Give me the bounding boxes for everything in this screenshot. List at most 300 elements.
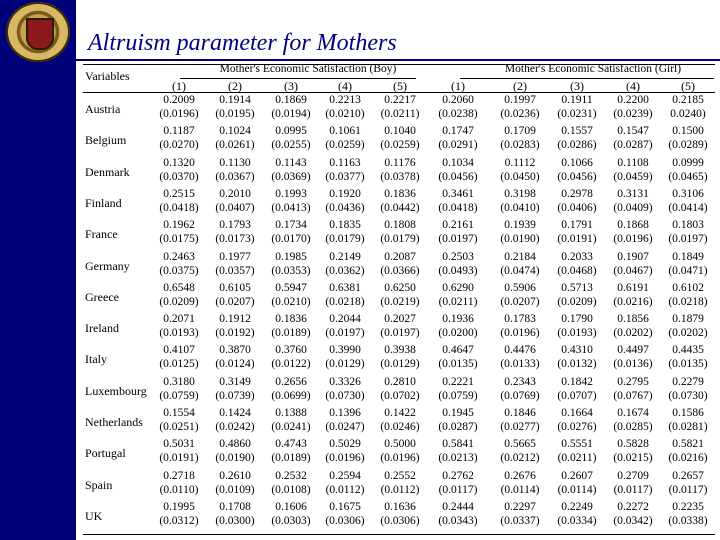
std-error-cell: (0.0413): [271, 201, 311, 214]
std-error-cell: (0.0202): [668, 327, 708, 340]
std-error-cell: (0.0236): [500, 108, 540, 120]
country-label: Spain: [85, 477, 113, 492]
std-error-cell: (0.0211): [557, 452, 597, 465]
crest-shield-icon: [26, 18, 54, 50]
coefficient-cell: 0.2343: [504, 375, 536, 388]
coefficient-cell: 0.1675: [329, 500, 361, 513]
coefficient-cell: 0.5551: [561, 438, 593, 451]
coefficient-cell: 0.1708: [219, 500, 251, 513]
std-error-cell: (0.0192): [215, 327, 255, 340]
coefficient-cell: 0.4107: [163, 344, 195, 357]
coefficient-cell: 0.3990: [329, 344, 361, 357]
coefficient-cell: 0.1977: [219, 250, 251, 263]
std-error-cell: (0.0343): [438, 514, 478, 527]
std-error-cell: (0.0471): [668, 264, 708, 277]
coefficient-cell: 0.1061: [329, 125, 361, 138]
group-header-girl: Mother's Economic Satisfaction (Girl): [504, 63, 682, 75]
std-error-cell: (0.0231): [557, 108, 597, 120]
country-label: France: [85, 227, 118, 242]
country-label: Austria: [85, 102, 121, 116]
coefficient-cell: 0.2221: [442, 375, 474, 388]
coefficient-cell: 0.2762: [442, 469, 474, 482]
std-error-cell: (0.0270): [159, 139, 199, 152]
std-error-cell: (0.0197): [325, 327, 365, 340]
std-error-cell: (0.0369): [271, 170, 311, 183]
coefficient-cell: 0.1664: [561, 407, 593, 419]
std-error-cell: (0.0418): [159, 201, 199, 214]
coefficient-cell: 0.2033: [561, 250, 593, 263]
coefficient-cell: 0.5713: [561, 281, 593, 294]
std-error-cell: (0.0124): [215, 358, 255, 371]
std-error-cell: (0.0195): [215, 108, 255, 120]
coefficient-cell: 0.1803: [672, 219, 704, 232]
std-error-cell: (0.0210): [271, 295, 311, 308]
coefficient-cell: 0.5841: [442, 438, 474, 451]
coefficient-cell: 0.2087: [384, 250, 416, 263]
std-error-cell: (0.0287): [438, 421, 478, 433]
std-error-cell: (0.0211): [438, 295, 478, 308]
std-error-cell: (0.0210): [325, 108, 365, 120]
std-error-cell: (0.0285): [613, 421, 653, 433]
coefficient-cell: 0.1709: [504, 125, 536, 138]
coefficient-cell: 0.1734: [275, 219, 307, 232]
page-title: Altruism parameter for Mothers: [88, 30, 397, 56]
std-error-cell: (0.0117): [668, 483, 708, 496]
coefficient-cell: 0.5828: [617, 438, 649, 451]
coefficient-cell: 0.6250: [384, 281, 416, 294]
coefficient-cell: 0.2503: [442, 250, 474, 263]
coefficient-cell: 0.6191: [617, 281, 649, 294]
column-number: (3): [284, 79, 298, 93]
std-error-cell: (0.0207): [215, 295, 255, 308]
std-error-cell: (0.0200): [438, 327, 478, 340]
coefficient-cell: 0.1856: [617, 313, 649, 326]
coefficient-cell: 0.1783: [504, 313, 536, 326]
std-error-cell: (0.0767): [613, 389, 653, 402]
coefficient-cell: 0.1836: [275, 313, 307, 326]
coefficient-cell: 0.1388: [275, 407, 307, 419]
coefficient-cell: 0.1790: [561, 313, 593, 326]
coefficient-cell: 0.2810: [384, 375, 416, 388]
std-error-cell: (0.0196): [325, 452, 365, 465]
coefficient-cell: 0.1879: [672, 313, 704, 326]
std-error-cell: (0.0191): [159, 452, 199, 465]
std-error-cell: (0.0179): [380, 233, 420, 246]
std-error-cell: (0.0216): [668, 452, 708, 465]
coefficient-cell: 0.3461: [442, 187, 474, 200]
coefficient-cell: 0.1945: [442, 407, 474, 419]
coefficient-cell: 0.1554: [163, 407, 195, 419]
coefficient-cell: 0.3106: [672, 187, 704, 200]
std-error-cell: (0.0377): [325, 170, 365, 183]
coefficient-cell: 0.1869: [275, 94, 307, 106]
coefficient-cell: 0.3938: [384, 344, 416, 357]
std-error-cell: (0.0357): [215, 264, 255, 277]
coefficient-cell: 0.1066: [561, 156, 593, 169]
std-error-cell: (0.0306): [380, 514, 420, 527]
std-error-cell: (0.0303): [271, 514, 311, 527]
coefficient-cell: 0.1187: [163, 125, 195, 138]
country-label: Italy: [85, 352, 107, 367]
title-divider: [76, 59, 720, 61]
coefficient-cell: 0.1911: [561, 94, 593, 106]
coefficient-cell: 0.5031: [163, 438, 195, 451]
coefficient-cell: 0.1557: [561, 125, 593, 138]
std-error-cell: (0.0418): [438, 201, 478, 214]
coefficient-cell: 0.1034: [442, 156, 474, 169]
coefficient-cell: 0.1936: [442, 313, 474, 326]
coefficient-cell: 0.1791: [561, 219, 593, 232]
std-error-cell: (0.0300): [215, 514, 255, 527]
column-number: (5): [681, 79, 695, 93]
coefficient-cell: 0.2184: [504, 250, 536, 263]
std-error-cell: (0.0202): [613, 327, 653, 340]
coefficient-cell: 0.1586: [672, 407, 704, 419]
coefficient-cell: 0.1108: [617, 156, 649, 169]
std-error-cell: (0.0334): [557, 514, 597, 527]
coefficient-cell: 0.1793: [219, 219, 251, 232]
std-error-cell: (0.0370): [159, 170, 199, 183]
coefficient-cell: 0.2676: [504, 469, 536, 482]
coefficient-cell: 0.1920: [329, 187, 361, 200]
coefficient-cell: 0.1396: [329, 407, 361, 419]
std-error-cell: (0.0474): [500, 264, 540, 277]
std-error-cell: (0.0247): [325, 421, 365, 433]
std-error-cell: (0.0459): [613, 170, 653, 183]
left-sidebar-bar: [0, 0, 76, 540]
coefficient-cell: 0.2235: [672, 500, 704, 513]
coefficient-cell: 0.2272: [617, 500, 649, 513]
std-error-cell: (0.0287): [613, 139, 653, 152]
coefficient-cell: 0.6548: [163, 281, 195, 294]
std-error-cell: (0.0173): [215, 233, 255, 246]
coefficient-cell: 0.2279: [672, 375, 704, 388]
std-error-cell: (0.0277): [500, 421, 540, 433]
std-error-cell: (0.0191): [557, 233, 597, 246]
coefficient-cell: 0.1849: [672, 250, 704, 263]
coefficient-cell: 0.1808: [384, 219, 416, 232]
coefficient-cell: 0.2044: [329, 313, 361, 326]
coefficient-cell: 0.2657: [672, 469, 704, 482]
coefficient-cell: 0.1747: [442, 125, 474, 138]
coefficient-cell: 0.5906: [504, 281, 536, 294]
coefficient-cell: 0.2027: [384, 313, 416, 326]
country-label: Belgium: [85, 133, 127, 148]
std-error-cell: (0.0117): [438, 483, 478, 496]
country-label: Germany: [85, 258, 130, 273]
std-error-cell: (0.0255): [271, 139, 311, 152]
std-error-cell: (0.0375): [159, 264, 199, 277]
std-error-cell: (0.0108): [271, 483, 311, 496]
coefficient-cell: 0.6290: [442, 281, 474, 294]
coefficient-cell: 0.2594: [329, 469, 361, 482]
country-label: Portugal: [85, 446, 126, 461]
coefficient-cell: 0.3326: [329, 375, 361, 388]
coefficient-cell: 0.1993: [275, 187, 307, 200]
std-error-cell: (0.0238): [438, 108, 478, 120]
std-error-cell: (0.0409): [613, 201, 653, 214]
column-number: (4): [338, 79, 352, 93]
std-error-cell: (0.0702): [380, 389, 420, 402]
coefficient-cell: 0.1500: [672, 125, 704, 138]
std-error-cell: (0.0759): [159, 389, 199, 402]
column-number: (1): [451, 79, 465, 93]
std-error-cell: (0.0242): [215, 421, 255, 433]
coefficient-cell: 0.2009: [163, 94, 195, 106]
std-error-cell: (0.0468): [557, 264, 597, 277]
coefficient-cell: 0.3198: [504, 187, 536, 200]
std-error-cell: (0.0114): [557, 483, 597, 496]
std-error-cell: (0.0112): [380, 483, 420, 496]
coefficient-cell: 0.4476: [504, 344, 536, 357]
coefficient-cell: 0.4497: [617, 344, 649, 357]
std-error-cell: (0.0450): [500, 170, 540, 183]
country-label: Luxembourg: [85, 383, 147, 398]
std-error-cell: (0.0179): [325, 233, 365, 246]
std-error-cell: (0.0493): [438, 264, 478, 277]
coefficient-cell: 0.5029: [329, 438, 361, 451]
coefficient-cell: 0.2217: [384, 94, 416, 106]
std-error-cell: (0.0197): [438, 233, 478, 246]
std-error-cell: (0.0259): [380, 139, 420, 152]
university-seal-icon: [6, 2, 70, 62]
coefficient-cell: 0.1176: [384, 156, 416, 169]
std-error-cell: (0.0216): [613, 295, 653, 308]
coefficient-cell: 0.1995: [163, 500, 195, 513]
coefficient-cell: 0.1422: [384, 407, 416, 419]
coefficient-cell: 0.2978: [561, 187, 593, 200]
std-error-cell: (0.0276): [557, 421, 597, 433]
coefficient-cell: 0.2463: [163, 250, 195, 263]
std-error-cell: (0.0196): [380, 452, 420, 465]
column-number: (3): [570, 79, 584, 93]
std-error-cell: (0.0112): [325, 483, 365, 496]
std-error-cell: (0.0193): [159, 327, 199, 340]
coefficient-cell: 0.1842: [561, 375, 593, 388]
std-error-cell: (0.0175): [159, 233, 199, 246]
coefficient-cell: 0.2249: [561, 500, 593, 513]
std-error-cell: (0.0730): [668, 389, 708, 402]
std-error-cell: (0.0189): [271, 327, 311, 340]
std-error-cell: (0.0132): [557, 358, 597, 371]
coefficient-cell: 0.2200: [617, 94, 649, 106]
coefficient-cell: 0.1130: [219, 156, 251, 169]
std-error-cell: (0.0189): [271, 452, 311, 465]
std-error-cell: (0.0197): [380, 327, 420, 340]
country-label: Ireland: [85, 321, 119, 336]
std-error-cell: (0.0218): [325, 295, 365, 308]
coefficient-cell: 0.3760: [275, 344, 307, 357]
std-error-cell: (0.0410): [500, 201, 540, 214]
std-error-cell: (0.0194): [271, 108, 311, 120]
coefficient-cell: 0.2213: [329, 94, 361, 106]
coefficient-cell: 0.4860: [219, 438, 251, 451]
coefficient-cell: 0.4310: [561, 344, 593, 357]
std-error-cell: (0.0135): [668, 358, 708, 371]
std-error-cell: (0.0406): [557, 201, 597, 214]
coefficient-cell: 0.1939: [504, 219, 536, 232]
variables-header: Variables: [85, 69, 130, 83]
coefficient-cell: 0.1835: [329, 219, 361, 232]
coefficient-cell: 0.1674: [617, 407, 649, 419]
table-bottom-rule: [83, 534, 715, 535]
coefficient-cell: 0.6105: [219, 281, 251, 294]
coefficient-cell: 0.3180: [163, 375, 195, 388]
column-number: (2): [513, 79, 527, 93]
std-error-cell: (0.0239): [613, 108, 653, 120]
std-error-cell: (0.0129): [325, 358, 365, 371]
coefficient-cell: 0.2185: [672, 94, 704, 106]
std-error-cell: (0.0467): [613, 264, 653, 277]
std-error-cell: (0.0125): [159, 358, 199, 371]
column-number: (1): [172, 79, 186, 93]
coefficient-cell: 0.1846: [504, 407, 536, 419]
std-error-cell: (0.0699): [271, 389, 311, 402]
std-error-cell: (0.0170): [271, 233, 311, 246]
std-error-cell: (0.0219): [380, 295, 420, 308]
std-error-cell: (0.0212): [500, 452, 540, 465]
std-error-cell: (0.0133): [500, 358, 540, 371]
coefficient-cell: 0.1143: [275, 156, 307, 169]
coefficient-cell: 0.6102: [672, 281, 704, 294]
std-error-cell: (0.0211): [380, 108, 420, 120]
std-error-cell: (0.0129): [380, 358, 420, 371]
std-error-cell: (0.0190): [500, 233, 540, 246]
std-error-cell: (0.0209): [159, 295, 199, 308]
std-error-cell: (0.0739): [215, 389, 255, 402]
std-error-cell: (0.0465): [668, 170, 708, 183]
coefficient-cell: 0.4743: [275, 438, 307, 451]
column-number: (5): [393, 79, 407, 93]
coefficient-cell: 0.2610: [219, 469, 251, 482]
coefficient-cell: 0.2161: [442, 219, 474, 232]
country-label: Greece: [85, 289, 119, 304]
std-error-cell: (0.0251): [159, 421, 199, 433]
std-error-cell: (0.0414): [668, 201, 708, 214]
std-error-cell: (0.0286): [557, 139, 597, 152]
std-error-cell: (0.0209): [557, 295, 597, 308]
std-error-cell: (0.0197): [668, 233, 708, 246]
std-error-cell: (0.0362): [325, 264, 365, 277]
coefficient-cell: 0.4647: [442, 344, 474, 357]
std-error-cell: (0.0456): [438, 170, 478, 183]
coefficient-cell: 0.0999: [672, 156, 704, 169]
std-error-cell: (0.0289): [668, 139, 708, 152]
coefficient-cell: 0.1997: [504, 94, 536, 106]
std-error-cell: (0.0241): [271, 421, 311, 433]
coefficient-cell: 0.2444: [442, 500, 474, 513]
coefficient-cell: 0.1636: [384, 500, 416, 513]
std-error-cell: (0.0312): [159, 514, 199, 527]
coefficient-cell: 0.5947: [275, 281, 307, 294]
coefficient-cell: 0.1606: [275, 500, 307, 513]
coefficient-cell: 0.6381: [329, 281, 361, 294]
group-header-boy: Mother's Economic Satisfaction (Boy): [219, 63, 397, 75]
coefficient-cell: 0.2718: [163, 469, 195, 482]
coefficient-cell: 0.2515: [163, 187, 195, 200]
std-error-cell: (0.0366): [380, 264, 420, 277]
country-label: Denmark: [85, 164, 130, 179]
coefficient-cell: 0.2149: [329, 250, 361, 263]
coefficient-cell: 0.1163: [329, 156, 361, 169]
std-error-cell: (0.0353): [271, 264, 311, 277]
std-error-cell: (0.0196): [159, 108, 199, 120]
std-error-cell: (0.0114): [500, 483, 540, 496]
coefficient-cell: 0.2552: [384, 469, 416, 482]
coefficient-cell: 0.1868: [617, 219, 649, 232]
coefficient-cell: 0.2071: [163, 313, 195, 326]
std-error-cell: 0.0240): [670, 108, 706, 120]
coefficient-cell: 0.2060: [442, 94, 474, 106]
country-label: Netherlands: [85, 415, 143, 429]
std-error-cell: (0.0338): [668, 514, 708, 527]
std-error-cell: (0.0367): [215, 170, 255, 183]
coefficient-cell: 0.2795: [617, 375, 649, 388]
std-error-cell: (0.0436): [325, 201, 365, 214]
coefficient-cell: 0.5665: [504, 438, 536, 451]
std-error-cell: (0.0283): [500, 139, 540, 152]
std-error-cell: (0.0213): [438, 452, 478, 465]
coefficient-cell: 0.1985: [275, 250, 307, 263]
coefficient-cell: 0.1024: [219, 125, 251, 138]
std-error-cell: (0.0442): [380, 201, 420, 214]
coefficient-cell: 0.2532: [275, 469, 307, 482]
std-error-cell: (0.0246): [380, 421, 420, 433]
std-error-cell: (0.0196): [613, 233, 653, 246]
std-error-cell: (0.0407): [215, 201, 255, 214]
std-error-cell: (0.0291): [438, 139, 478, 152]
coefficient-cell: 0.1836: [384, 187, 416, 200]
coefficient-cell: 0.1962: [163, 219, 195, 232]
coefficient-cell: 0.3149: [219, 375, 251, 388]
std-error-cell: (0.0306): [325, 514, 365, 527]
std-error-cell: (0.0707): [557, 389, 597, 402]
std-error-cell: (0.0193): [557, 327, 597, 340]
results-table: [80, 62, 716, 538]
std-error-cell: (0.0136): [613, 358, 653, 371]
std-error-cell: (0.0730): [325, 389, 365, 402]
coefficient-cell: 0.2656: [275, 375, 307, 388]
std-error-cell: (0.0759): [438, 389, 478, 402]
std-error-cell: (0.0190): [215, 452, 255, 465]
coefficient-cell: 0.2607: [561, 469, 593, 482]
coefficient-cell: 0.2709: [617, 469, 649, 482]
std-error-cell: (0.0261): [215, 139, 255, 152]
coefficient-cell: 0.2297: [504, 500, 536, 513]
coefficient-cell: 0.1112: [504, 156, 536, 169]
coefficient-cell: 0.1914: [219, 94, 251, 106]
coefficient-cell: 0.0995: [275, 125, 307, 138]
std-error-cell: (0.0215): [613, 452, 653, 465]
coefficient-cell: 0.1547: [617, 125, 649, 138]
coefficient-cell: 0.1040: [384, 125, 416, 138]
coefficient-cell: 0.1320: [163, 156, 195, 169]
coefficient-cell: 0.3131: [617, 187, 649, 200]
column-number: (2): [228, 79, 242, 93]
std-error-cell: (0.0117): [613, 483, 653, 496]
coefficient-cell: 0.5821: [672, 438, 704, 451]
std-error-cell: (0.0259): [325, 139, 365, 152]
std-error-cell: (0.0207): [500, 295, 540, 308]
coefficient-cell: 0.5000: [384, 438, 416, 451]
std-error-cell: (0.0109): [215, 483, 255, 496]
coefficient-cell: 0.1424: [219, 407, 251, 419]
std-error-cell: (0.0281): [668, 421, 708, 433]
std-error-cell: (0.0456): [557, 170, 597, 183]
coefficient-cell: 0.2010: [219, 187, 251, 200]
std-error-cell: (0.0122): [271, 358, 311, 371]
coefficient-cell: 0.1907: [617, 250, 649, 263]
